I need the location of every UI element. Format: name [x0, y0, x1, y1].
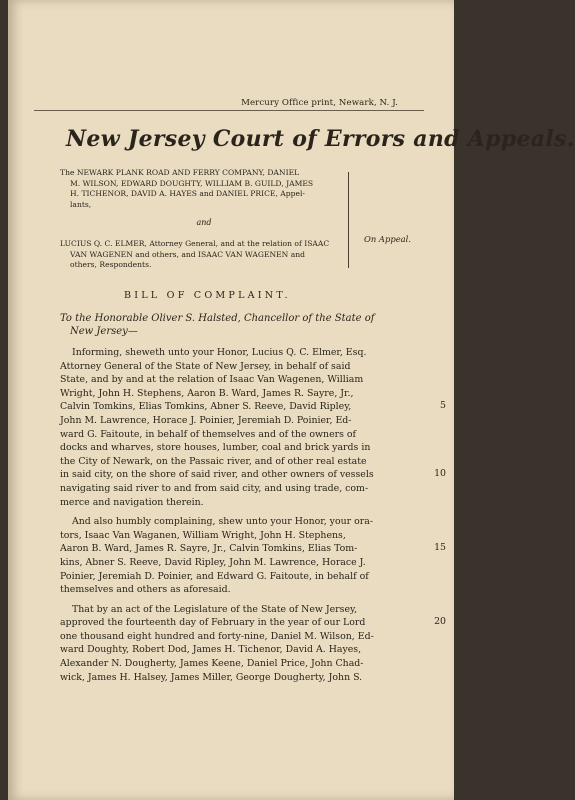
- body-line: ward Doughty, Robert Dod, James H. Tichenor, David A. Hayes,: [60, 644, 362, 656]
- appellants-line: lants,: [70, 199, 92, 209]
- page-title: New Jersey Court of Errors and Appeals.: [66, 126, 575, 152]
- body-line: navigating said river to and from said city, and using trade, com-: [60, 482, 369, 494]
- appellants-line: The NEWARK PLANK ROAD AND FERRY COMPANY, DANIEL: [60, 168, 300, 177]
- body-line: And also humbly complaining, shew unto your Honor, your ora-: [72, 516, 374, 528]
- printer-imprint: Mercury Office print, Newark, N. J.: [241, 98, 398, 108]
- body-line: in said city, on the shore of said river, and other owners of vessels: [60, 469, 374, 481]
- body-line: John M. Lawrence, Horace J. Poinier, Jeremiah D. Poinier, Ed-: [60, 414, 352, 426]
- body-line: Wright, John H. Stephens, Aaron B. Ward, James R. Sayre, Jr.,: [60, 387, 354, 399]
- body-line: Poinier, Jeremiah D. Poinier, and Edward G. Faitoute, in behalf of: [60, 570, 369, 582]
- body-line: Alexander N. Dougherty, James Keene, Daniel Price, John Chad-: [60, 658, 364, 670]
- body-line: ward G. Faitoute, in behalf of themselves and of the owners of: [60, 428, 357, 440]
- body-line: merce and navigation therein.: [60, 496, 204, 508]
- body-text: [60, 346, 384, 684]
- caption-brace: [348, 172, 353, 268]
- document-page: [8, 0, 575, 800]
- on-appeal-label: On Appeal.: [364, 234, 411, 244]
- section-heading: BILL OF COMPLAINT.: [124, 290, 291, 301]
- body-line: the City of Newark, on the Passaic river, and of other real estate: [60, 455, 367, 467]
- body-line: kins, Abner S. Reeve, David Ripley, John M. Lawrence, Horace J.: [60, 556, 366, 568]
- line-number: 10: [434, 468, 446, 480]
- respondents-line: VAN WAGENEN and others, and ISAAC VAN WAGENEN and: [70, 249, 305, 259]
- case-caption: [60, 168, 348, 271]
- body-line: Calvin Tomkins, Elias Tomkins, Abner S. Reeve, David Ripley,: [60, 401, 352, 413]
- respondents-line: LUCIUS Q. C. ELMER, Attorney General, and at the relation of ISAAC: [60, 238, 330, 248]
- body-line: Informing, sheweth unto your Honor, Lucius Q. C. Elmer, Esq.: [72, 347, 367, 358]
- line-number: 20: [434, 616, 446, 628]
- appellants-line: H. TICHENOR, DAVID A. HAYES and DANIEL PRICE, Appel-: [70, 189, 305, 199]
- body-line: Aaron B. Ward, James R. Sayre, Jr., Calvin Tomkins, Elias Tom-: [60, 543, 358, 555]
- respondents-line: others, Respondents.: [70, 260, 152, 270]
- appellants-line: M. WILSON, EDWARD DOUGHTY, WILLIAM B. GUILD, JAMES: [70, 178, 314, 188]
- body-line: That by an act of the Legislature of the State of New Jersey,: [72, 603, 358, 615]
- salutation-line: To the Honorable Oliver S. Halsted, Chancellor of the State of: [60, 313, 375, 324]
- salutation: [60, 312, 380, 338]
- body-line: one thousand eight hundred and forty-nine, Daniel M. Wilson, Ed-: [60, 630, 374, 642]
- line-number: 5: [440, 400, 446, 412]
- line-number: 15: [434, 542, 446, 554]
- header-rule: [34, 110, 424, 111]
- body-line: Attorney General of the State of New Jersey, in behalf of said: [60, 360, 351, 372]
- salutation-line: New Jersey—: [70, 326, 138, 337]
- body-line: themselves and others as aforesaid.: [60, 584, 231, 596]
- body-line: tors, Isaac Van Waganen, William Wright, John H. Stephens,: [60, 529, 346, 541]
- body-line: docks and wharves, store houses, lumber, coal and brick yards in: [60, 442, 371, 454]
- caption-and: and: [196, 218, 212, 228]
- body-line: wick, James H. Halsey, James Miller, George Dougherty, John S.: [60, 671, 363, 683]
- body-line: approved the fourteenth day of February in the year of our Lord: [60, 617, 366, 629]
- body-line: State, and by and at the relation of Isaac Van Wagenen, William: [60, 374, 364, 386]
